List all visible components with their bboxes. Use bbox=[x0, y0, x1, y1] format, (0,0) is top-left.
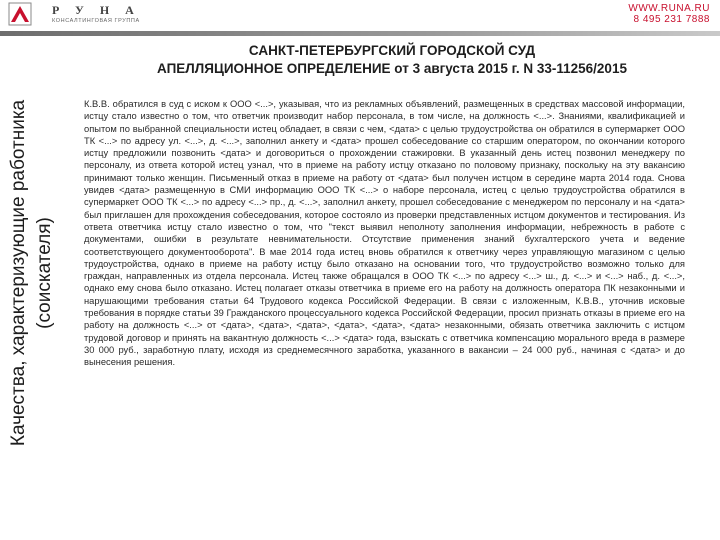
document-heading bbox=[84, 42, 700, 78]
sidebar-title-line2: (соискателя) bbox=[34, 217, 55, 329]
website-link[interactable]: WWW.RUNA.RU bbox=[628, 3, 710, 14]
document-body-text: К.В.В. обратился в суд с иском к ООО <...>, указывая, что из рекламных объявлений, размещенных в средствах массовой информации, истцу стало известно о том, что ответчик производит набор персонала, в том числе, на должность <...>. Знаниями, квалификацией и опытом по выбранной специальности истец обладает, в связи с чем, <дата> с целью трудоустройства он обратился в супермаркет ООО ТК <...> по адресу ул. <...>, д. <...>, заполнил анкету и <дата> прошел собеседование со старшим оператором, по окончании которого истцу предложили позвонить <дата> и договориться о прохождении стажировки. В указанный день истец позвонил менеджеру по персоналу, из ответа которой истец узнал, что в приеме на работу истцу отказано по половому признаку, поскольку на эту вакансию принимают только женщин. Письменный отказ в приеме на работу от <дата> был получен истцом в середине марта 2014 года. Снова увидев <дата> размещенную в СМИ информацию ООО ТК <...> о наборе персонала, истец с целью трудоустройства обратился в супермаркет ООО ТК <...> по адресу <...> пр., д. <...>, заполнил анкету, прошел собеседование с менеджером по персоналу и на <дата> был приглашен для прохождения собеседования, которое состояло из проверки представленных истцом документов и тестирования. Из ответа ответчика истцу стало известно о том, что "текст выявил неполноту заполнения информации, небрежность в работе с документами, ошибки в результате невнимательности. Отсутствие применения знаний бухгалтерского учета и ведение соответствующего документооборота". В мае 2014 года истец вновь обратился к ответчику через управляющую магазином с целью трудоустройства, однако в приеме на работу истцу было отказано на основании того, что трудоустройство возможно только для граждан, направленных из отдела персонала. Истец также обращался в ООО ТК <...> по адресу <...> ш., д. <...> и <...> наб., д. <...>, однако ему снова было отказано. Истец полагает отказы ответчика в приеме его на работу на должность оператора ПК незаконными и нарушающими требования статьи 64 Трудового кодекса Российской Федерации. В связи с изложенным, К.В.В., уточнив исковые требования в порядке статьи 39 Гражданского процессуального кодекса Российской Федерации, просил признать отказы в приеме его на работу на должность <...> от <дата>, <дата>, <дата>, <дата>, <дата>, <дата> незаконными, обязать ответчика заключить с истцом трудовой договор и принять на вакантную должность <...> <дата> года, взыскать с ответчика компенсацию морального вреда в размере 30 000 руб., заработную плату, исходя из среднемесячного заработка, указанного в вакансии – 24 000 руб., начиная с <дата> и до вынесения решения. bbox=[84, 99, 685, 368]
court-name: САНКТ-ПЕТЕРБУРГСКИЙ ГОРОДСКОЙ СУД bbox=[248, 43, 536, 58]
logo-title: РУНА bbox=[52, 3, 150, 17]
runa-logo[interactable] bbox=[8, 2, 168, 28]
header-divider-bar bbox=[0, 31, 720, 36]
sidebar-title-line1: Качества, характеризующие работника bbox=[8, 99, 29, 447]
runa-logo-icon bbox=[8, 2, 32, 26]
phone-number: 8 495 231 7888 bbox=[633, 14, 710, 25]
sidebar-vertical-title bbox=[6, 38, 72, 508]
logo-subtitle: КОНСАЛТИНГОВАЯ ГРУППА bbox=[52, 18, 140, 24]
decision-title: АПЕЛЛЯЦИОННОЕ ОПРЕДЕЛЕНИЕ от 3 августа 2015 г. N 33-11256/2015 bbox=[157, 61, 627, 76]
header bbox=[0, 0, 720, 30]
contacts bbox=[628, 3, 710, 25]
